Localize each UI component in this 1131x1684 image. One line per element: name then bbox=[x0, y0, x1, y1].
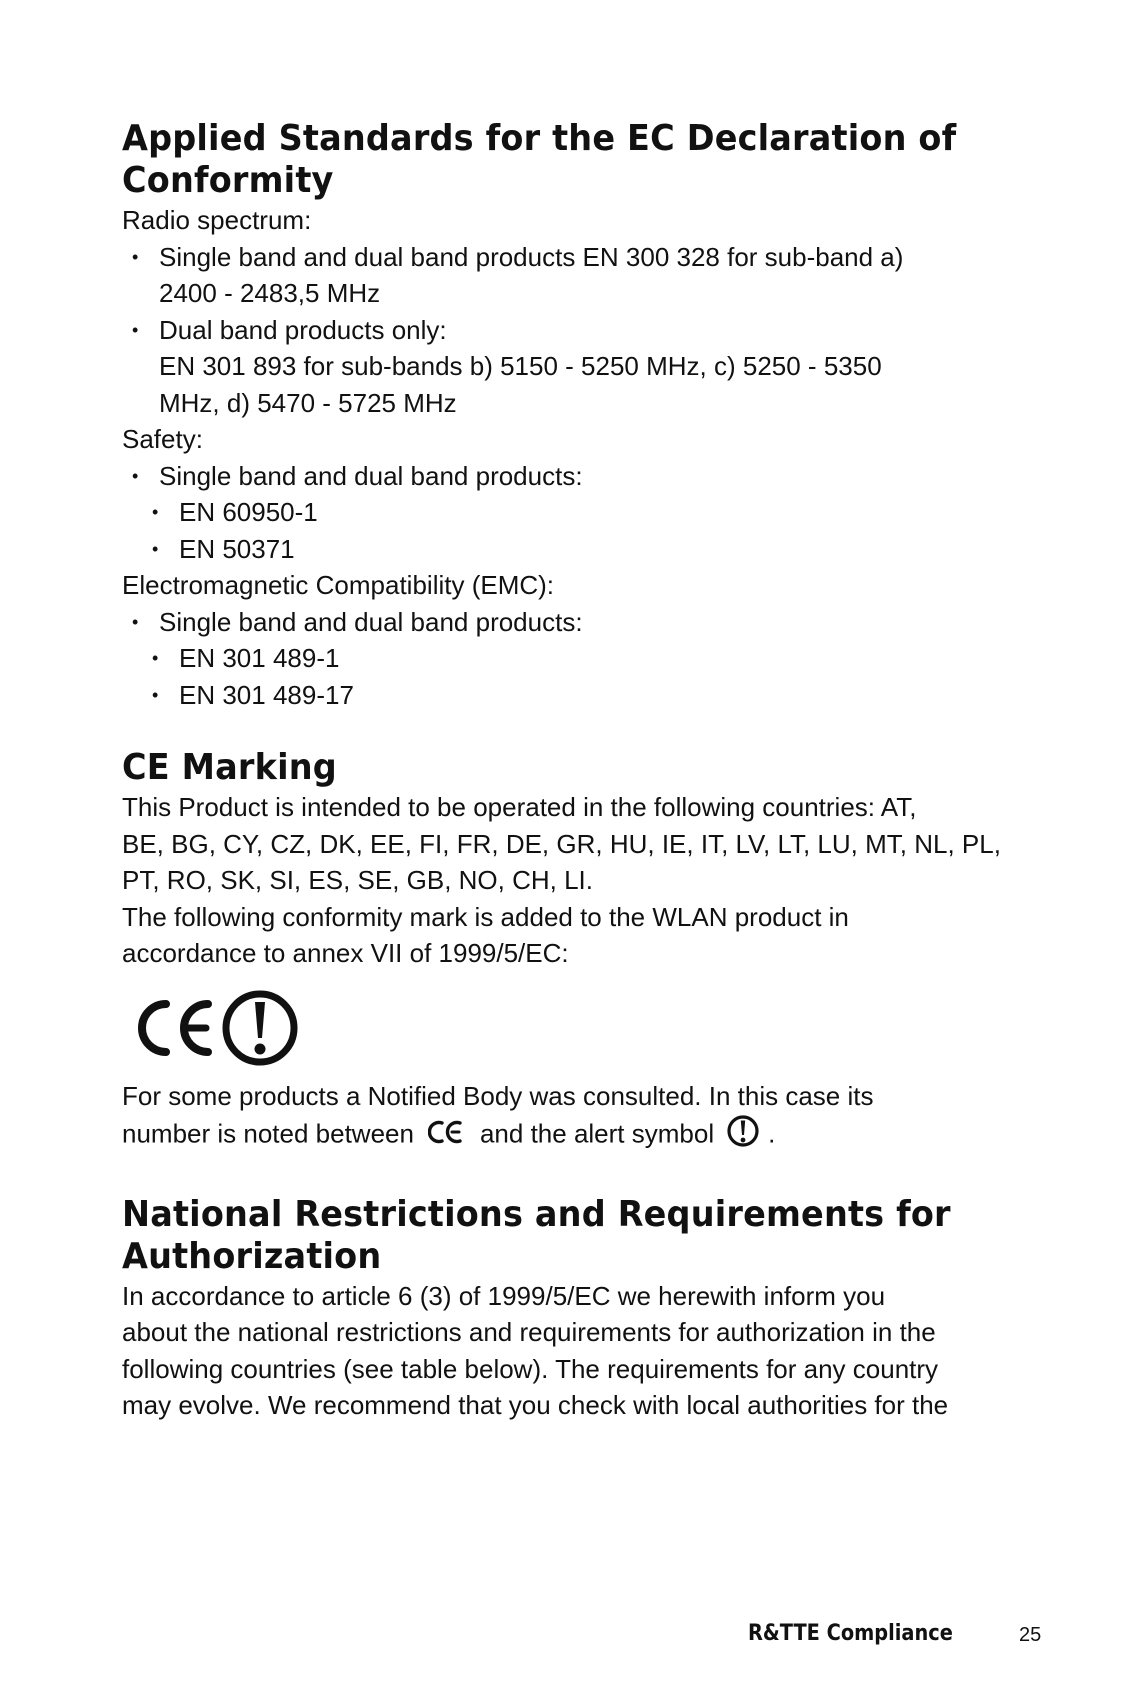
paragraph-line: may evolve. We recommend that you check with local authorities for the bbox=[122, 1390, 949, 1420]
national-heading-line2: Authorization bbox=[122, 1235, 382, 1277]
paragraph-line: BE, BG, CY, CZ, DK, EE, FI, FR, DE, GR, HU, IE, IT, LV, LT, LU, MT, NL, PL, bbox=[122, 828, 1001, 859]
paragraph-line: accordance to annex VII of 1999/5/EC: bbox=[122, 938, 569, 968]
safety-label: Safety: bbox=[122, 424, 203, 454]
national-restrictions-heading bbox=[122, 1194, 996, 1278]
ce-alert-mark bbox=[122, 986, 1062, 1070]
paragraph-text: number is noted between bbox=[122, 1118, 414, 1149]
document-page bbox=[122, 118, 1062, 1424]
safety-sublist bbox=[122, 494, 1062, 567]
radio-spectrum-label: Radio spectrum: bbox=[122, 205, 312, 235]
paragraph-line: In accordance to article 6 (3) of 1999/5/EC we herewith inform you bbox=[122, 1280, 886, 1311]
list-item bbox=[122, 312, 1062, 422]
paragraph-line: about the national restrictions and requirements for authorization in the bbox=[122, 1317, 936, 1347]
paragraph-text: . bbox=[768, 1118, 776, 1149]
list-item-text: EN 301 893 for sub-bands b) 5150 - 5250 MHz, c) 5250 - 5350 bbox=[159, 351, 882, 381]
list-item: • EN 60950-1 bbox=[122, 494, 1062, 531]
list-item: • EN 50371 bbox=[122, 531, 1062, 568]
national-paragraph bbox=[122, 1278, 1062, 1424]
paragraph-line: The following conformity mark is added to the WLAN product in bbox=[122, 901, 849, 932]
footer-section-title: R&TTE Compliance bbox=[748, 1621, 953, 1646]
list-item: • EN 301 489-17 bbox=[122, 677, 1062, 714]
notified-body-paragraph bbox=[122, 1078, 1062, 1158]
list-item bbox=[122, 458, 1062, 495]
alert-small-icon bbox=[726, 1114, 760, 1158]
conformity-paragraph bbox=[122, 899, 1062, 972]
ec-heading-line1: Applied Standards for the EC Declaration of bbox=[122, 118, 957, 159]
list-item bbox=[122, 604, 1062, 641]
paragraph-line: PT, RO, SK, SI, ES, SE, GB, NO, CH, LI. bbox=[122, 865, 594, 895]
ec-heading-line2: Conformity bbox=[122, 160, 334, 201]
emc-list bbox=[122, 604, 1062, 641]
list-item-text: • Single band and dual band products: bbox=[159, 460, 583, 491]
page-number: 25 bbox=[1019, 1624, 1042, 1646]
ec-declaration-heading bbox=[122, 118, 996, 202]
list-item bbox=[122, 239, 1062, 312]
list-item-text: 2400 - 2483,5 MHz bbox=[159, 278, 381, 308]
countries-paragraph bbox=[122, 789, 1062, 899]
paragraph-line: This Product is intended to be operated in the following countries: AT, bbox=[122, 792, 917, 822]
emc-label: Electromagnetic Compatibility (EMC): bbox=[122, 570, 555, 600]
ce-marking-heading: CE Marking bbox=[122, 747, 337, 788]
national-heading-line1: National Restrictions and Requirements for bbox=[122, 1193, 951, 1235]
page-footer bbox=[0, 1620, 1131, 1660]
ce-mark-icon bbox=[122, 986, 304, 1070]
paragraph-line: For some products a Notified Body was consulted. In this case its bbox=[122, 1080, 874, 1111]
radio-spectrum-list bbox=[122, 239, 1062, 422]
list-item-text: • Single band and dual band products: bbox=[159, 606, 583, 637]
list-item-text: MHz, d) 5470 - 5725 MHz bbox=[159, 387, 457, 418]
safety-list bbox=[122, 458, 1062, 495]
paragraph-line: following countries (see table below). The requirements for any country bbox=[122, 1353, 939, 1384]
ce-small-icon bbox=[428, 1118, 468, 1155]
list-item-text: • Dual band products only: bbox=[159, 314, 447, 345]
emc-sublist bbox=[122, 640, 1062, 713]
list-item-text: • Single band and dual band products EN 300 328 for sub-band a) bbox=[159, 241, 904, 272]
paragraph-line bbox=[122, 1114, 1062, 1158]
list-item: • EN 301 489-1 bbox=[122, 640, 1062, 677]
paragraph-text: and the alert symbol bbox=[479, 1118, 715, 1149]
